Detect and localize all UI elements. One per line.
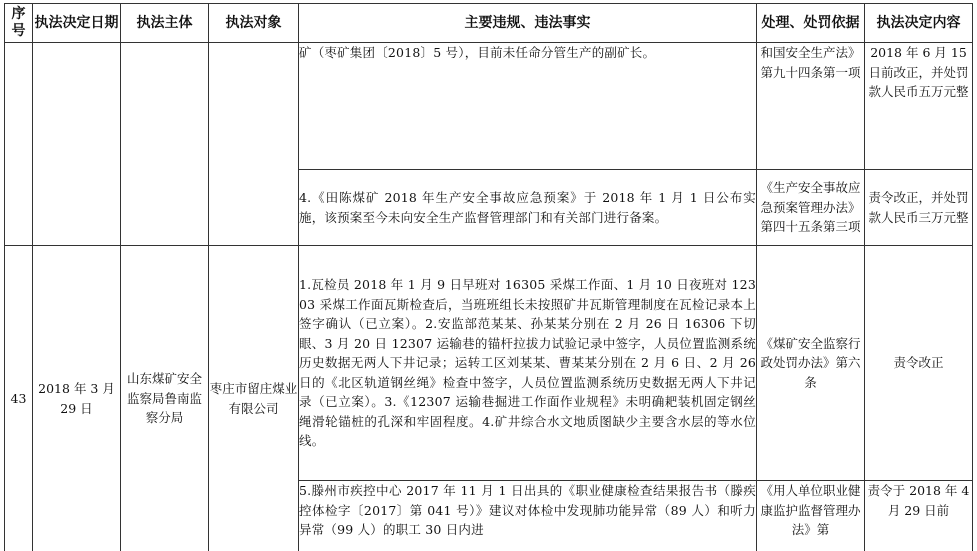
target-cell: [209, 43, 299, 246]
table-row: [5, 246, 973, 481]
header-row: [5, 4, 973, 43]
target-cell: 枣庄市留庄煤业有限公司: [209, 246, 299, 551]
basis-cell: 《用人单位职业健康监护监督管理办法》第: [757, 481, 865, 551]
date-cell: 2018 年 3 月 29 日: [33, 246, 121, 551]
header-seq: 序号: [5, 4, 33, 43]
basis-cell: 《生产安全事故应急预案管理办法》第四十五条第三项: [757, 170, 865, 246]
facts-cell: 1.瓦检员 2018 年 1 月 9 日早班对 16305 采煤工作面、1 月 10 日夜班对 12303 采煤工作面瓦斯检查后，当班班组长未按照矿井瓦斯管理制度在瓦检记录本上签字确认（已立案）。2.安监部范某某、孙某某分别在 2 月 26 日 16306 下切眼、3 月 20 日 12307 运输巷的锚杆拉拔力试验记录中签字，人员位置监测系统历史数据无两人下井记录；运转工区刘某某、曹某某分别在 2 月 6 日、2 月 26 日的《北区轨道钢丝绳》检查中签字，人员位置监测系统历史数据无两人下井记录（已立案）。3.《12307 运输巷掘进工作面作业规程》未明确耙装机固定钢丝绳滑轮锚桩的孔深和牢固程度。4.矿井综合水文地质图缺少主要含水层的等水位线。: [299, 246, 757, 481]
facts-cell: 矿（枣矿集团〔2018〕5 号），目前未任命分管生产的副矿长。: [299, 43, 757, 170]
content-cell: 2018 年 6 月 15 日前改正，并处罚款人民币五万元整: [865, 43, 973, 170]
header-date: 执法决定日期: [33, 4, 121, 43]
header-facts: 主要违规、违法事实: [299, 4, 757, 43]
header-target: 执法对象: [209, 4, 299, 43]
subject-cell: 山东煤矿安全监察局鲁南监察分局: [121, 246, 209, 551]
content-cell: 责令于 2018 年 4 月 29 日前: [865, 481, 973, 551]
basis-cell: 《煤矿安全监察行政处罚办法》第六条: [757, 246, 865, 481]
seq-cell: [5, 43, 33, 246]
basis-cell: 和国安全生产法》第九十四条第一项: [757, 43, 865, 170]
header-content: 执法决定内容: [865, 4, 973, 43]
content-cell: 责令改正，并处罚款人民币三万元整: [865, 170, 973, 246]
facts-cell: 5.滕州市疾控中心 2017 年 11 月 1 日出具的《职业健康检查结果报告书（滕疾控体检字〔2017〕第 041 号）》建议对体检中发现肺功能异常（89 人）和听力异常（99 人）的职工 30 日内进: [299, 481, 757, 551]
header-basis: 处理、处罚依据: [757, 4, 865, 43]
seq-cell: 43: [5, 246, 33, 551]
content-cell: 责令改正: [865, 246, 973, 481]
date-cell: [33, 43, 121, 246]
header-subject: 执法主体: [121, 4, 209, 43]
subject-cell: [121, 43, 209, 246]
facts-cell: 4.《田陈煤矿 2018 年生产安全事故应急预案》于 2018 年 1 月 1 日公布实施，该预案至今未向安全生产监督管理部门和有关部门进行备案。: [299, 170, 757, 246]
table-row: [5, 43, 973, 170]
enforcement-table: [4, 3, 973, 551]
